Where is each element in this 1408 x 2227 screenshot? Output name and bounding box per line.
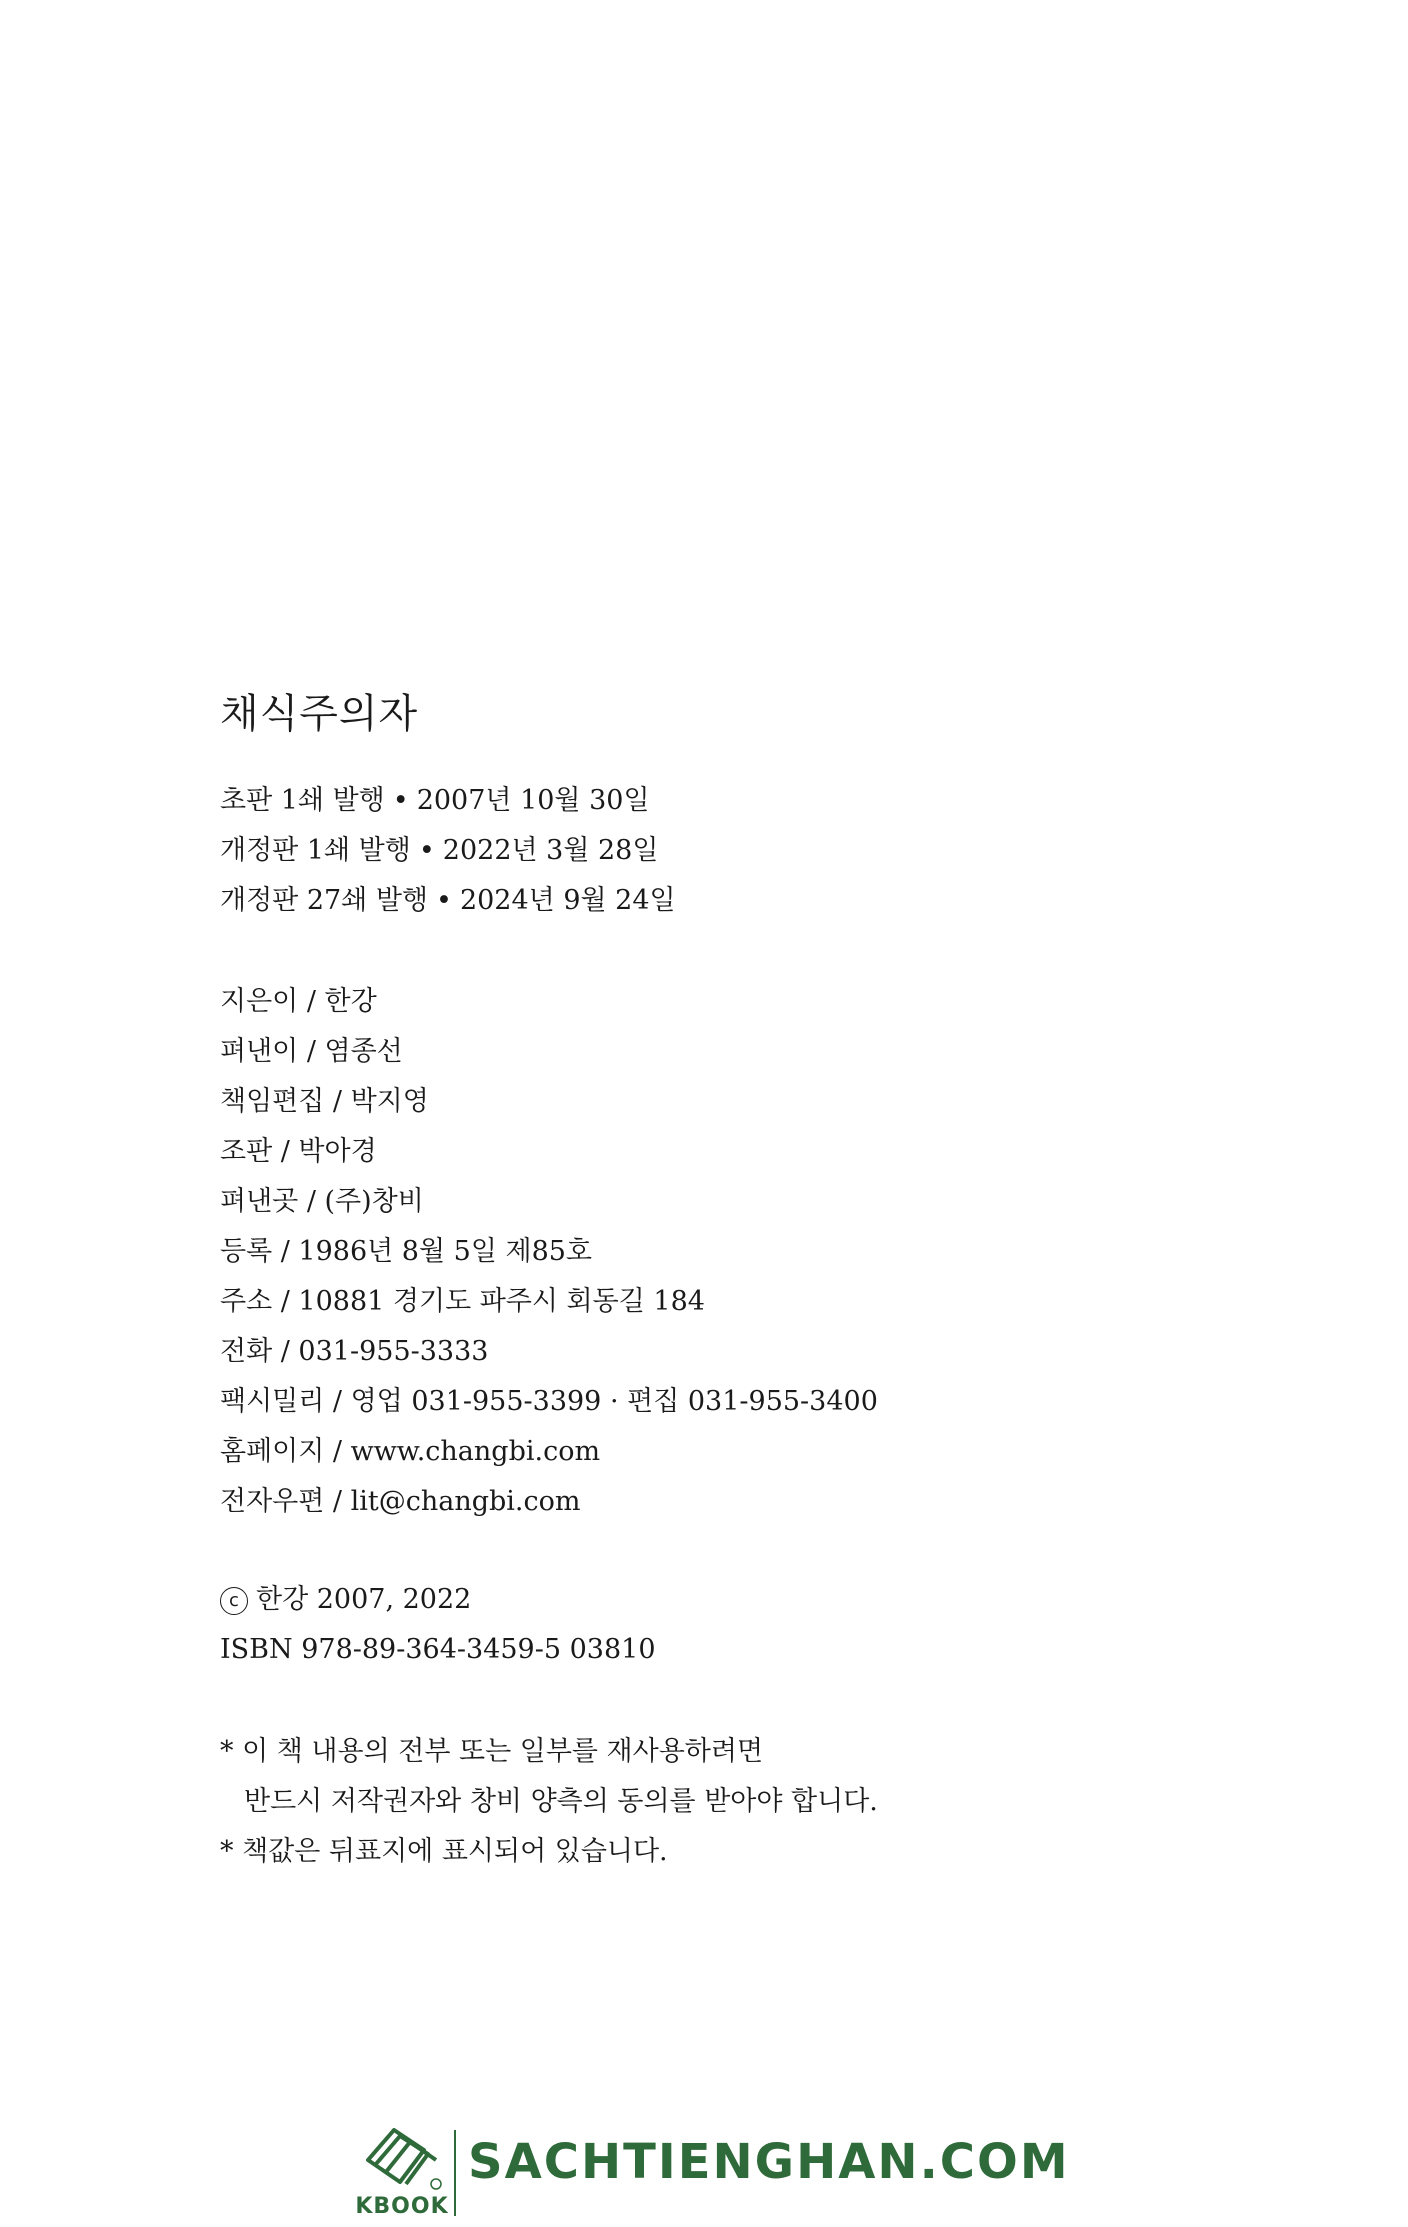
printing-line <box>220 776 676 826</box>
copyright-icon: c <box>220 1587 248 1615</box>
kbook-logo <box>350 2120 454 2220</box>
printing-edition: 개정판 27쇄 발행 <box>220 885 429 916</box>
notice-reuse-continued: 반드시 저작권자와 창비 양측의 동의를 받아야 합니다. <box>244 1786 878 1817</box>
credit-author: 지은이 / 한강 <box>220 986 377 1017</box>
rights-block <box>220 1575 656 1675</box>
book-icon <box>360 2120 444 2194</box>
publication-credits <box>220 977 878 1527</box>
credit-email: 전자우편 / lit@changbi.com <box>220 1486 581 1517</box>
credit-publishing-house: 펴낸곳 / (주)창비 <box>220 1186 424 1217</box>
notice-reuse: * 이 책 내용의 전부 또는 일부를 재사용하려면 <box>220 1736 764 1767</box>
footer-site-link[interactable]: SACHTIENGHAN.COM <box>468 2134 1070 2190</box>
notice-price: * 책값은 뒤표지에 표시되어 있습니다. <box>220 1836 668 1867</box>
separator-bullet: • <box>418 835 435 866</box>
credit-registration: 등록 / 1986년 8월 5일 제85호 <box>220 1236 593 1267</box>
credit-address: 주소 / 10881 경기도 파주시 회동길 184 <box>220 1286 705 1317</box>
printing-line <box>220 826 676 876</box>
credit-editor: 책임편집 / 박지영 <box>220 1086 429 1117</box>
printing-history <box>220 776 676 926</box>
separator-bullet: • <box>392 785 409 816</box>
separator-bullet: • <box>436 885 452 916</box>
printing-line <box>220 876 676 926</box>
copyright-text: 한강 2007, 2022 <box>256 1584 472 1615</box>
printing-date: 2007년 10월 30일 <box>416 785 650 816</box>
credit-phone: 전화 / 031-955-3333 <box>220 1336 489 1367</box>
footer-divider <box>454 2130 456 2216</box>
credit-typesetting: 조판 / 박아경 <box>220 1136 377 1167</box>
notices-block <box>220 1727 878 1877</box>
printing-edition: 개정판 1쇄 발행 <box>220 835 411 866</box>
printing-edition: 초판 1쇄 발행 <box>220 785 385 816</box>
credit-publisher: 펴낸이 / 염종선 <box>220 1036 403 1067</box>
book-title: 채식주의자 <box>220 691 419 737</box>
footer-watermark <box>350 2120 1070 2220</box>
credit-homepage: 홈페이지 / www.changbi.com <box>220 1436 601 1467</box>
printing-date: 2022년 3월 28일 <box>442 835 659 866</box>
kbook-logo-text: KBOOK <box>355 2194 449 2219</box>
printing-date: 2024년 9월 24일 <box>459 885 676 916</box>
isbn-line: ISBN 978-89-364-3459-5 03810 <box>220 1634 656 1665</box>
credit-fax: 팩시밀리 / 영업 031-955-3399 · 편집 031-955-3400 <box>220 1386 878 1417</box>
copyright-line <box>220 1575 656 1625</box>
